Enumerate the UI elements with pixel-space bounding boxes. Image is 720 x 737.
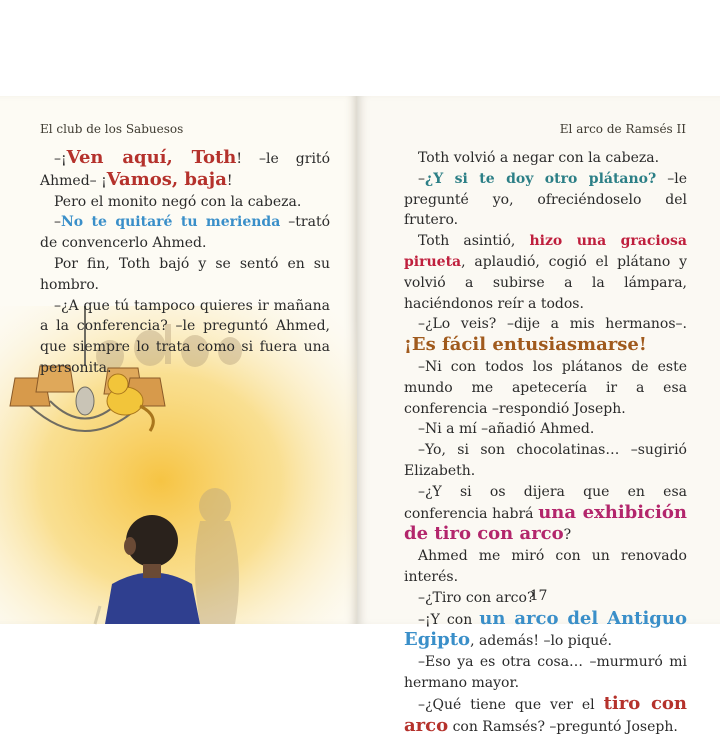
right-page: [357, 96, 720, 736]
text-run: –Yo, si son chocolatinas… –sugirió Elizabeth.: [404, 442, 687, 479]
highlighted-phrase: Ven aquí, Toth: [66, 147, 237, 168]
text-run: –: [418, 170, 425, 187]
left-page: [0, 96, 357, 624]
highlighted-phrase: Vamos, baja: [106, 168, 227, 190]
paragraph: [404, 231, 687, 314]
text-run: , además! –lo piqué.: [470, 633, 612, 650]
text-run: –¡Y con: [418, 611, 480, 628]
left-body-text: [40, 148, 330, 379]
book-spread: [0, 96, 720, 736]
text-run: –¿Tiro con arco?: [418, 589, 535, 606]
paragraph: [40, 192, 330, 213]
text-run: Toth asintió,: [418, 233, 530, 250]
paragraph: [404, 314, 687, 357]
text-run: –¿A que tú tampoco quieres ir mañana a la conferencia? –le preguntó Ahmed, que siempre lo trata como si fuera una personita.: [40, 297, 330, 376]
paragraph: [404, 169, 687, 231]
text-run: Ahmed me miró con un renovado interés.: [404, 548, 687, 585]
text-run: –: [54, 214, 61, 231]
paragraph: [404, 419, 687, 440]
text-run: !: [226, 172, 233, 189]
highlighted-phrase: hizo una graciosa pirueta: [404, 233, 687, 270]
running-header: El arco de Ramsés II: [559, 122, 686, 136]
paragraph: [404, 440, 687, 482]
text-run: –¿Lo veis? –dije a mis hermanos–.: [418, 316, 687, 333]
page-number: 17: [529, 588, 548, 604]
text-run: Por fin, Toth bajó y se sentó en su hombro.: [40, 255, 330, 293]
paragraph: [404, 546, 687, 588]
text-run: –le pregunté yo, ofreciéndoselo del frutero.: [404, 170, 688, 229]
highlighted-phrase: tiro con arco: [404, 692, 688, 736]
paragraph: [404, 652, 687, 694]
text-run: con Ramsés? –preguntó Joseph.: [448, 718, 678, 735]
highlighted-phrase: un arco del Antiguo Egipto: [404, 607, 687, 651]
text-run: –trató de convencerlo Ahmed.: [40, 214, 331, 252]
paragraph: [404, 482, 687, 546]
text-run: –¿Qué tiene que ver el: [418, 696, 604, 713]
paragraph: [404, 148, 687, 169]
running-header: El club de los Sabuesos: [40, 122, 184, 136]
text-run: ! –le gritó Ahmed– ¡: [40, 151, 330, 189]
highlighted-phrase: una exhibición de tiro con arco: [404, 501, 687, 545]
highlighted-phrase: No te quitaré tu merienda: [61, 214, 281, 231]
text-run: ?: [563, 527, 572, 544]
paragraph: [40, 148, 330, 192]
text-run: –Ni a mí –añadió Ahmed.: [418, 421, 595, 438]
paragraph: [40, 254, 330, 296]
paragraph: [40, 212, 330, 254]
paragraph: [404, 694, 687, 737]
highlighted-phrase: ¡Es fácil entusiasmarse!: [404, 334, 647, 356]
right-body-text: [404, 148, 687, 737]
text-run: –¿Y si os dijera que en esa conferencia habrá: [404, 483, 687, 522]
paragraph: [404, 609, 687, 653]
highlighted-phrase: ¿Y si te doy otro plátano?: [425, 170, 657, 187]
text-run: Toth volvió a negar con la cabeza.: [418, 150, 660, 166]
text-run: Pero el monito negó con la cabeza.: [54, 193, 302, 210]
text-run: , aplaudió, cogió el plátano y volvió a subirse a la lámpara, haciéndonos reír a todos.: [404, 253, 687, 312]
text-run: –Eso ya es otra cosa… –murmuró mi hermano mayor.: [404, 654, 687, 691]
text-run: –Ni con todos los plátanos de este mundo me apetecería ir a esa conferencia –respondió Joseph.: [404, 358, 687, 417]
paragraph: [40, 296, 330, 379]
text-run: –¡: [54, 151, 67, 167]
paragraph: [404, 357, 687, 419]
